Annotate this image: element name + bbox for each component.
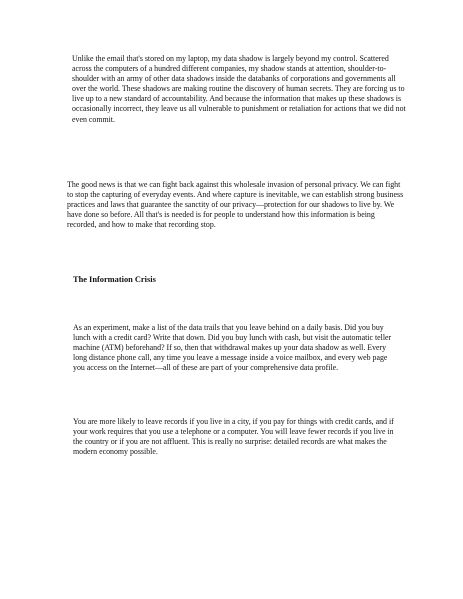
- section-heading: The Information Crisis: [73, 275, 156, 284]
- paragraph-experiment: As an experiment, make a list of the data trails that you leave behind on a daily basis. Did you buy lunch with a credit card? Write that down. Did you buy lunch with cash, but visit the automatic teller machine (ATM) beforehand? If so, then that withdrawal makes up your data shadow as well. Every long distance phone call, any time you leave a message inside a voice mailbox, and every web page you access on the Internet—all of these are part of your comprehensive data profile.: [73, 323, 392, 373]
- paragraph-records: You are more likely to leave records if you live in a city, if you pay for things with credit cards, and if your work requires that you use a telephone or a computer. You will leave fewer records if you live in the country or if you are not affluent. This is really no surprise: detailed records are what makes the modern economy possible.: [73, 417, 394, 457]
- paragraph-data-shadow: Unlike the email that's stored on my laptop, my data shadow is largely beyond my control. Scattered across the computers of a hundred different companies, my shadow stands at attention, shoulder-to-shoulder with an army of other data shadows inside the databanks of corporations and governments all over the world. These shadows are making routine the discovery of human secrets. They are forcing us to live up to a new standard of accountability. And because the information that makes up these shadows is occasionally incorrect, they leave us all vulnerable to punishment or retaliation for actions that we did not even commit.: [72, 54, 406, 124]
- paragraph-good-news: The good news is that we can fight back against this wholesale invasion of personal privacy. We can fight to stop the capturing of everyday events. And where capture is inevitable, we can establish strong business practices and laws that guarantee the sanctity of our privacy—protection for our shadows to live by. We have done so before. All that's is needed is for people to understand how this information is being recorded, and how to make that recording stop.: [67, 180, 404, 230]
